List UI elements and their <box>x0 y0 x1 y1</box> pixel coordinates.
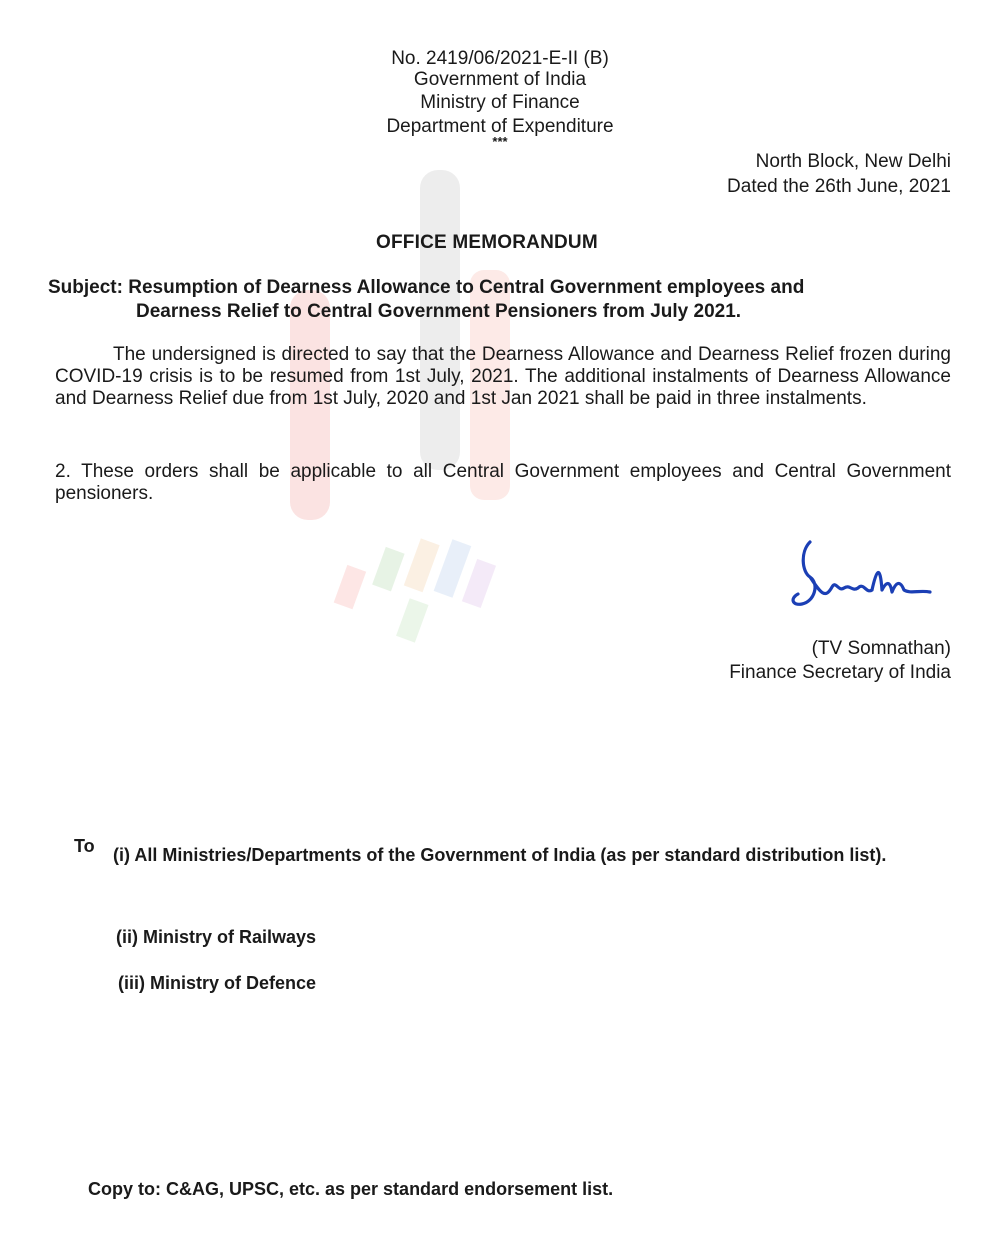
separator-stars: *** <box>492 134 508 149</box>
signatory-designation: Finance Secretary of India <box>729 662 951 683</box>
copy-to: Copy to: C&AG, UPSC, etc. as per standard endorsement list. <box>88 1179 614 1199</box>
department-name: Department of Expenditure <box>386 116 614 137</box>
handwritten-signature <box>780 532 950 622</box>
ministry-name: Ministry of Finance <box>420 92 580 113</box>
government-name: Government of India <box>413 69 587 90</box>
subject <box>48 276 888 324</box>
reference-number: No. 2419/06/2021-E-II (B) <box>391 48 609 69</box>
recipient-item-2: (ii) Ministry of Railways <box>116 927 317 947</box>
document-title: OFFICE MEMORANDUM <box>376 232 598 253</box>
subject-line-1: Subject: Resumption of Dearness Allowance to Central Government employees and <box>48 277 805 298</box>
date: Dated the 26th June, 2021 <box>727 176 951 197</box>
place: North Block, New Delhi <box>755 151 951 172</box>
to-label: To <box>74 836 95 856</box>
recipient-item-1: (i) All Ministries/Departments of the Government of India (as per standard distribution list). <box>113 845 887 865</box>
recipient-item-3: (iii) Ministry of Defence <box>118 973 317 993</box>
signatory-name: (TV Somnathan) <box>811 638 951 659</box>
subject-line-2: Dearness Relief to Central Government Pensioners from July 2021. <box>136 301 742 322</box>
paragraph-2: 2. These orders shall be applicable to all Central Government employees and Central Government pensioners. <box>55 461 951 504</box>
paragraph-1: The undersigned is directed to say that the Dearness Allowance and Dearness Relief frozen during COVID-19 crisis is to be resumed from 1st July, 2021. The additional instalments of Dearness Allowance and Dearness Relief due from 1st July, 2020 and 1st Jan 2021 shall be paid in three instalments. <box>55 344 951 409</box>
